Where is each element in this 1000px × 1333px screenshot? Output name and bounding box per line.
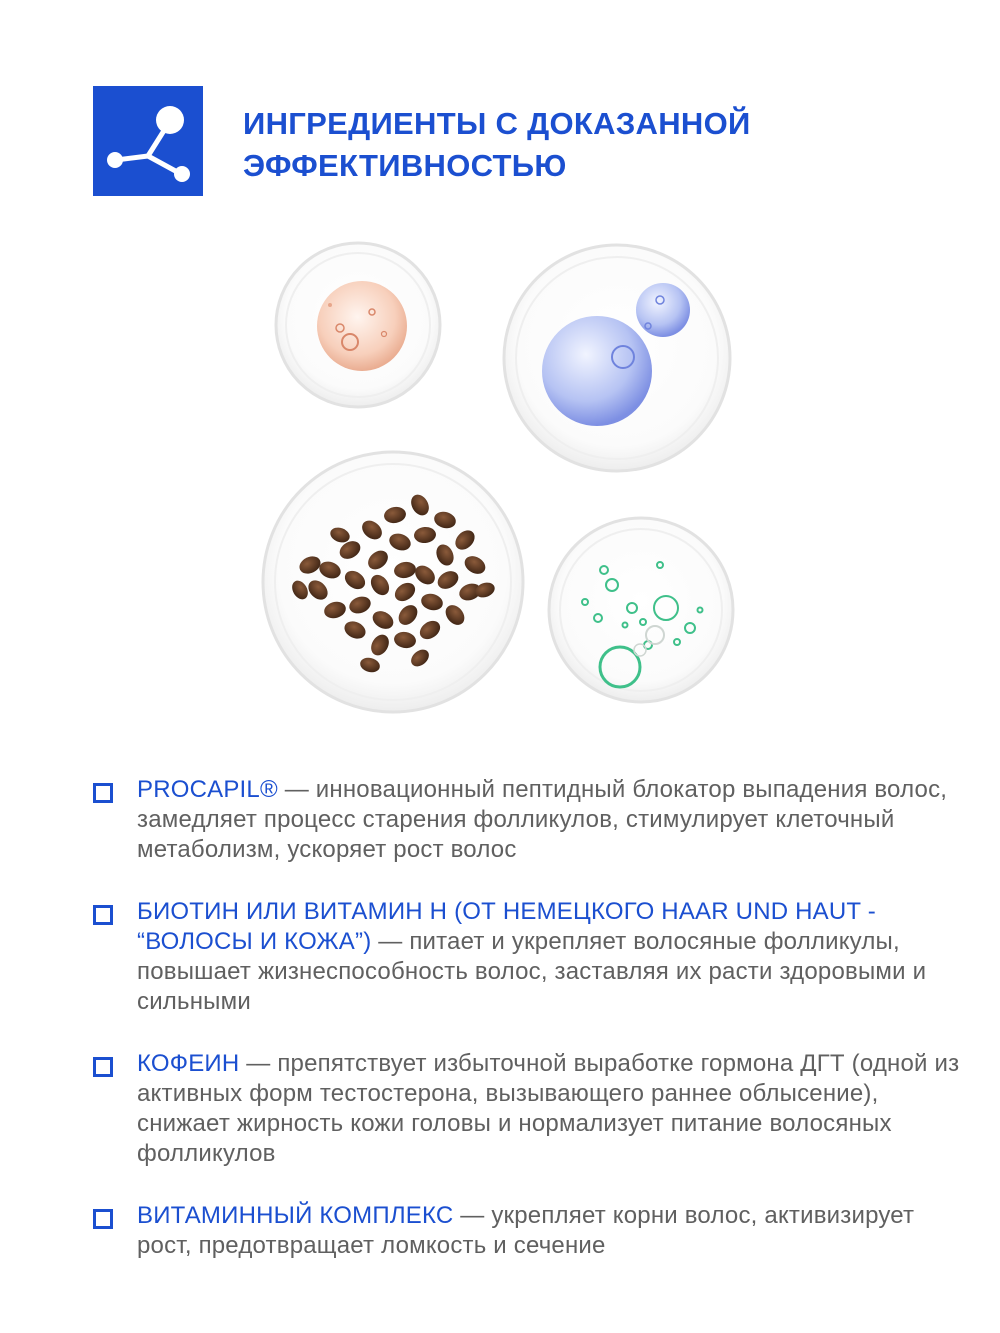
square-bullet-icon — [93, 905, 113, 925]
page-title — [243, 103, 943, 187]
petri-dishes-illustration — [0, 230, 1000, 730]
ingredient-description: — инновационный пептидный блокатор выпадения волос, замедляет процесс старения фолликулов, стимулирует клеточный метаболизм, ускоряет рост волос — [137, 776, 948, 863]
list-item — [93, 775, 973, 865]
title-line-2: ЭФФЕКТИВНОСТЬЮ — [243, 148, 567, 183]
ingredient-description: — питает и укрепляет волосяные фолликулы, повышает жизнеспособность волос, заставляя их расти здоровыми и сильными — [137, 928, 927, 1015]
ingredient-description: — укрепляет корни волос, активизирует рост, предотвращает ломкость и сечение — [137, 1202, 915, 1259]
ingredients-list — [93, 775, 973, 1293]
list-item — [93, 1201, 973, 1261]
square-bullet-icon — [93, 1209, 113, 1229]
list-item — [93, 897, 973, 1017]
title-line-1: ИНГРЕДИЕНТЫ С ДОКАЗАННОЙ — [243, 106, 751, 141]
square-bullet-icon — [93, 783, 113, 803]
ingredient-name: БИОТИН ИЛИ ВИТАМИН H (ОТ НЕМЕЦКОГО HAAR UND HAUT - “ВОЛОСЫ И КОЖА”) — [137, 898, 876, 955]
petri-dish-serum — [276, 243, 440, 407]
petri-dish-gel — [504, 245, 730, 471]
ingredient-name: КОФЕИН — [137, 1050, 240, 1077]
ingredient-name: PROCAPIL® — [137, 776, 278, 803]
square-bullet-icon — [93, 1057, 113, 1077]
list-item — [93, 1049, 973, 1169]
brand-logo-box — [93, 86, 203, 196]
ingredient-name: ВИТАМИННЫЙ КОМПЛЕКС — [137, 1202, 454, 1229]
ingredient-description: — препятствует избыточной выработке гормона ДГТ (одной из активных форм тестостерона, вызывающего раннее облысение), снижает жирность кожи головы и нормализует питание волосяных фолликулов — [137, 1050, 960, 1167]
petri-dish-bubbles — [549, 518, 733, 702]
petri-dish-coffee — [263, 452, 523, 712]
molecule-icon — [93, 86, 203, 196]
